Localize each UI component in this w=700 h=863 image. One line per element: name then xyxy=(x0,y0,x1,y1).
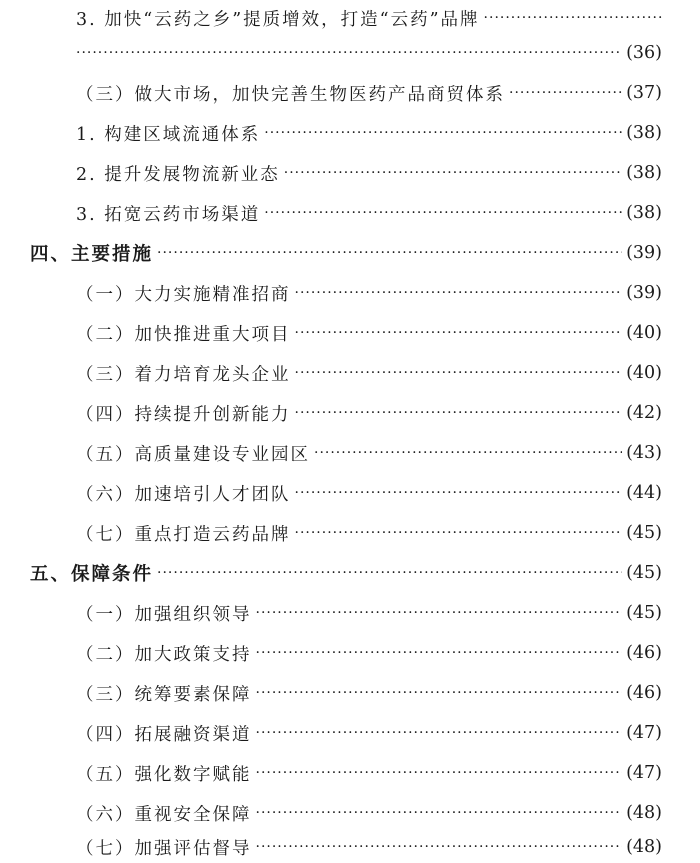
toc-entry[interactable] xyxy=(76,358,662,388)
toc-entry[interactable] xyxy=(76,518,662,548)
dot-leader xyxy=(264,198,622,228)
toc-entry-title: （六）重视安全保障 xyxy=(76,804,252,825)
dot-leader xyxy=(264,118,622,148)
dot-leader xyxy=(295,318,623,348)
toc-entry-page: (48) xyxy=(626,803,662,823)
toc-entry-page: (40) xyxy=(626,363,662,383)
toc-entry-title: （一）大力实施精准招商 xyxy=(76,284,291,305)
toc-entry-title: （六）加速培引人才团队 xyxy=(76,484,291,505)
toc-entry[interactable] xyxy=(76,758,662,788)
toc-entry-title: （四）持续提升创新能力 xyxy=(76,404,291,425)
toc-entry-title: （四）拓展融资渠道 xyxy=(76,724,252,745)
toc-entry[interactable] xyxy=(76,398,662,428)
dot-leader xyxy=(295,518,623,548)
toc-entry[interactable] xyxy=(76,118,662,148)
toc-entry-title: （三）做大市场，加快完善生物医药产品商贸体系 xyxy=(76,84,505,105)
toc-entry[interactable] xyxy=(76,78,662,108)
dot-leader xyxy=(256,638,623,668)
toc-chapter-title: 五、保障条件 xyxy=(30,564,154,585)
toc-entry-title: 3. 加快“云药之乡”提质增效，打造“云药”品牌 xyxy=(76,9,480,30)
toc-entry-title: （三）着力培育龙头企业 xyxy=(76,364,291,385)
toc-entry-title: （二）加大政策支持 xyxy=(76,644,252,665)
toc-entry-page: (42) xyxy=(626,403,662,423)
toc-entry[interactable] xyxy=(76,832,662,862)
toc-chapter-entry[interactable] xyxy=(30,238,662,268)
dot-leader xyxy=(295,278,623,308)
toc-chapter-title: 四、主要措施 xyxy=(30,244,154,265)
toc-entry[interactable] xyxy=(76,718,662,748)
toc-entry-title: （七）加强评估督导 xyxy=(76,838,252,859)
dot-leader xyxy=(256,798,623,828)
toc-entry[interactable] xyxy=(76,478,662,508)
toc-entry-page: (38) xyxy=(626,163,662,183)
toc-entry-title: 2. 提升发展物流新业态 xyxy=(76,164,280,185)
dot-leader xyxy=(509,78,622,108)
toc-entry[interactable] xyxy=(76,318,662,348)
toc-entry-page: (44) xyxy=(626,483,662,503)
toc-entry-page: (47) xyxy=(626,723,662,743)
dot-leader xyxy=(256,832,623,862)
toc-entry-title: 3. 拓宽云药市场渠道 xyxy=(76,204,261,225)
toc-entry-page: (39) xyxy=(626,243,662,263)
toc-entry-page: (46) xyxy=(626,683,662,703)
dot-leader xyxy=(157,558,622,588)
dot-leader xyxy=(314,438,622,468)
toc-entry-title: （五）高质量建设专业园区 xyxy=(76,444,310,465)
toc-entry[interactable] xyxy=(76,278,662,308)
toc-entry-page: (37) xyxy=(626,83,662,103)
toc-entry-title: （七）重点打造云药品牌 xyxy=(76,524,291,545)
dot-leader xyxy=(256,598,623,628)
toc-entry-page: (47) xyxy=(626,763,662,783)
toc-entry-page: (36) xyxy=(626,43,662,63)
toc-entry[interactable] xyxy=(76,438,662,468)
toc-entry-page: (38) xyxy=(626,203,662,223)
toc-entry-wrapped-title-line[interactable] xyxy=(76,3,662,33)
toc-entry[interactable] xyxy=(76,638,662,668)
dot-leader xyxy=(256,718,623,748)
dot-leader xyxy=(76,38,622,68)
toc-entry-page: (45) xyxy=(626,523,662,543)
toc-entry[interactable] xyxy=(76,598,662,628)
toc-entry-page: (48) xyxy=(626,837,662,857)
toc-entry-wrapped-page-line[interactable] xyxy=(76,38,662,68)
dot-leader xyxy=(284,158,622,188)
toc-entry-title: （三）统筹要素保障 xyxy=(76,684,252,705)
dot-leader xyxy=(295,478,623,508)
dot-leader xyxy=(484,3,662,33)
toc-entry-title: 1. 构建区域流通体系 xyxy=(76,124,261,145)
toc-entry-page: (45) xyxy=(626,603,662,623)
toc-entry-page: (46) xyxy=(626,643,662,663)
dot-leader xyxy=(256,758,623,788)
toc-entry[interactable] xyxy=(76,798,662,828)
toc-entry-page: (40) xyxy=(626,323,662,343)
toc-chapter-entry[interactable] xyxy=(30,558,662,588)
toc-entry[interactable] xyxy=(76,678,662,708)
toc-entry-page: (39) xyxy=(626,283,662,303)
dot-leader xyxy=(295,398,623,428)
toc-entry-title: （五）强化数字赋能 xyxy=(76,764,252,785)
dot-leader xyxy=(157,238,622,268)
toc-entry-title: （二）加快推进重大项目 xyxy=(76,324,291,345)
toc-entry-page: (45) xyxy=(626,563,662,583)
toc-entry[interactable] xyxy=(76,158,662,188)
dot-leader xyxy=(256,678,623,708)
toc-entry-page: (43) xyxy=(626,443,662,463)
toc-entry-page: (38) xyxy=(626,123,662,143)
toc-entry-title: （一）加强组织领导 xyxy=(76,604,252,625)
toc-entry[interactable] xyxy=(76,198,662,228)
dot-leader xyxy=(295,358,623,388)
